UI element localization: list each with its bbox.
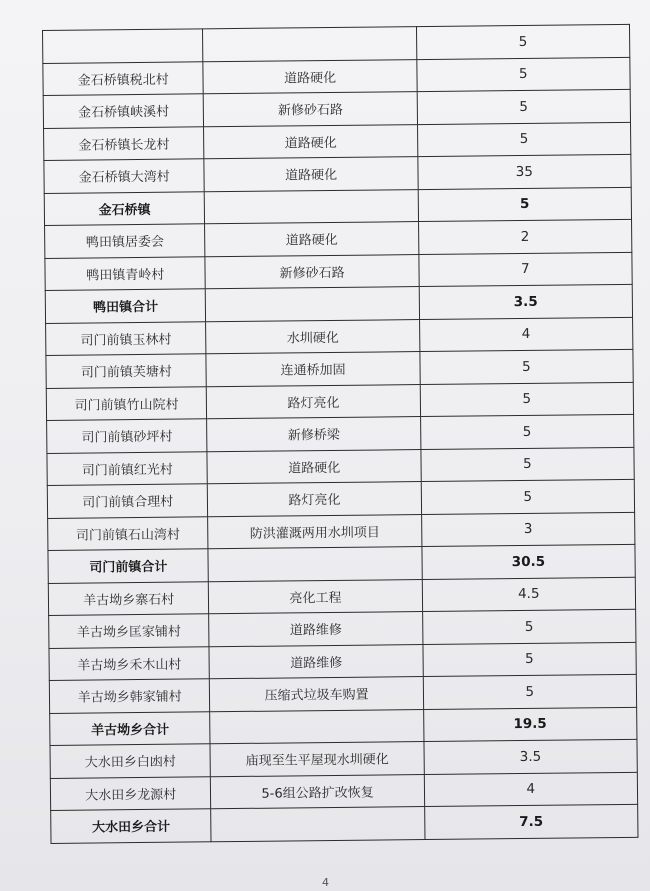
project-cell: 道路硬化 bbox=[204, 124, 418, 159]
village-cell: 金石桥镇 bbox=[44, 191, 205, 225]
project-cell: 路灯亮化 bbox=[208, 482, 422, 517]
funding-table bbox=[42, 24, 638, 844]
project-cell bbox=[206, 287, 420, 322]
amount-cell: 3.5 bbox=[419, 284, 633, 319]
village-cell: 金石桥镇长龙村 bbox=[44, 126, 205, 160]
project-cell bbox=[211, 807, 425, 842]
amount-cell: 5 bbox=[421, 447, 635, 482]
amount-cell: 5 bbox=[423, 642, 637, 677]
village-cell: 司门前镇红光村 bbox=[47, 451, 208, 485]
village-cell: 羊古坳乡禾木山村 bbox=[49, 646, 210, 680]
project-cell: 道路硬化 bbox=[204, 157, 418, 192]
amount-cell: 4 bbox=[424, 772, 638, 807]
amount-cell: 3.5 bbox=[424, 739, 638, 774]
amount-cell: 35 bbox=[418, 154, 632, 189]
amount-cell: 5 bbox=[420, 349, 634, 384]
project-cell: 庙现至生平屋现水圳硬化 bbox=[210, 742, 424, 777]
project-cell bbox=[208, 547, 422, 582]
project-cell: 道路维修 bbox=[209, 644, 423, 679]
village-cell: 司门前镇芙塘村 bbox=[46, 354, 207, 388]
project-cell bbox=[205, 189, 419, 224]
amount-cell: 7.5 bbox=[424, 804, 638, 839]
amount-cell: 5 bbox=[418, 187, 632, 222]
amount-cell: 4.5 bbox=[422, 577, 636, 612]
amount-cell: 5 bbox=[421, 479, 635, 514]
village-cell: 司门前镇合计 bbox=[48, 549, 209, 583]
amount-cell: 2 bbox=[418, 219, 632, 254]
village-cell: 金石桥镇大湾村 bbox=[44, 159, 205, 193]
village-cell: 羊古坳乡韩家铺村 bbox=[49, 679, 210, 713]
project-cell: 亮化工程 bbox=[209, 579, 423, 614]
village-cell: 羊古坳乡寨石村 bbox=[48, 581, 209, 615]
amount-cell: 19.5 bbox=[423, 707, 637, 742]
project-cell: 道路硬化 bbox=[203, 59, 417, 94]
amount-cell: 7 bbox=[419, 252, 633, 287]
village-cell: 羊古坳乡匡家铺村 bbox=[49, 614, 210, 648]
amount-cell: 5 bbox=[417, 89, 631, 124]
village-cell: 大水田乡龙源村 bbox=[50, 776, 211, 810]
village-cell: 司门前镇竹山院村 bbox=[46, 386, 207, 420]
village-cell bbox=[43, 29, 204, 63]
project-cell: 道路硬化 bbox=[207, 449, 421, 484]
village-cell: 羊古坳乡合计 bbox=[50, 711, 211, 745]
table-body bbox=[43, 24, 638, 843]
project-cell: 防洪灌溉两用水圳项目 bbox=[208, 514, 422, 549]
project-cell: 新修桥梁 bbox=[207, 417, 421, 452]
amount-cell: 3 bbox=[421, 512, 635, 547]
village-cell: 司门前镇砂坪村 bbox=[47, 419, 208, 453]
amount-cell: 30.5 bbox=[422, 544, 636, 579]
amount-cell: 5 bbox=[416, 24, 630, 59]
project-cell: 新修砂石路 bbox=[204, 92, 418, 127]
village-cell: 大水田乡白凼村 bbox=[50, 744, 211, 778]
project-cell: 新修砂石路 bbox=[205, 254, 419, 289]
amount-cell: 5 bbox=[420, 382, 634, 417]
village-cell: 鸭田镇青岭村 bbox=[45, 256, 206, 290]
amount-cell: 5 bbox=[416, 57, 630, 92]
village-cell: 鸭田镇居委会 bbox=[45, 224, 206, 258]
village-cell: 司门前镇石山湾村 bbox=[48, 516, 209, 550]
project-cell: 5-6组公路扩改恢复 bbox=[211, 774, 425, 809]
project-cell: 水圳硬化 bbox=[206, 319, 420, 354]
amount-cell: 5 bbox=[422, 609, 636, 644]
village-cell: 金石桥镇峡溪村 bbox=[43, 94, 204, 128]
village-cell: 司门前镇玉林村 bbox=[46, 321, 207, 355]
project-cell: 连通桥加固 bbox=[206, 352, 420, 387]
amount-cell: 4 bbox=[419, 317, 633, 352]
project-cell: 道路硬化 bbox=[205, 222, 419, 257]
project-cell bbox=[203, 27, 417, 62]
project-cell: 路灯亮化 bbox=[207, 384, 421, 419]
project-cell: 压缩式垃圾车购置 bbox=[210, 677, 424, 712]
project-cell bbox=[210, 709, 424, 744]
project-cell: 道路维修 bbox=[209, 612, 423, 647]
village-cell: 司门前镇合理村 bbox=[47, 484, 208, 518]
amount-cell: 5 bbox=[417, 122, 631, 157]
table-row-subtotal bbox=[51, 804, 638, 843]
village-cell: 金石桥镇税北村 bbox=[43, 61, 204, 95]
village-cell: 鸭田镇合计 bbox=[45, 289, 206, 323]
page-number: 4 bbox=[322, 876, 329, 889]
amount-cell: 5 bbox=[423, 674, 637, 709]
village-cell: 大水田乡合计 bbox=[51, 809, 212, 843]
amount-cell: 5 bbox=[420, 414, 634, 449]
